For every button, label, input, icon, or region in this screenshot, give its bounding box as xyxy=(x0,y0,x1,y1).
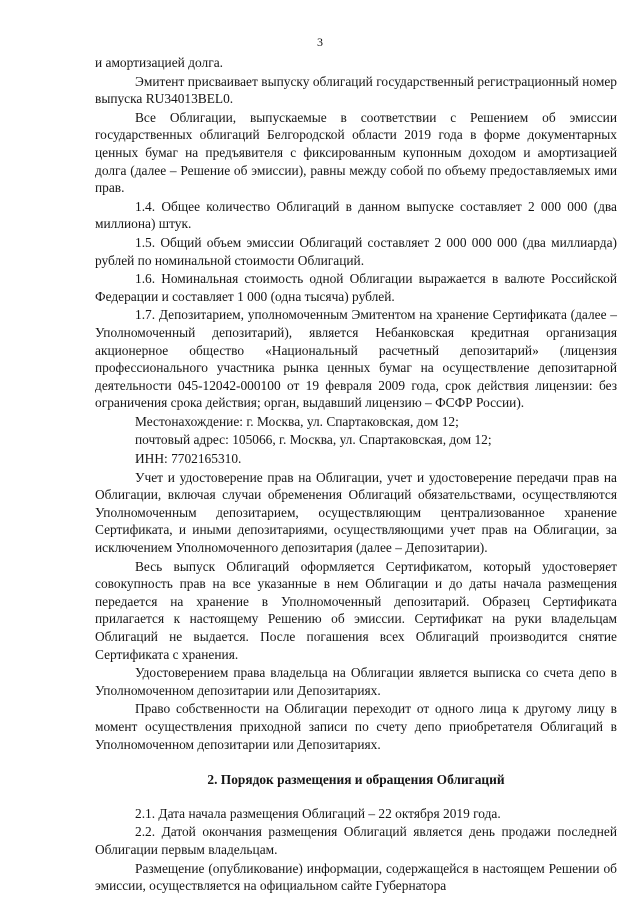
paragraph: Право собственности на Облигации переходит от одного лица к другому лицу в момент осуществления приходной записи по счету депо приобретателя Облигаций в Уполномоченном депозитарии или Депозитариях. xyxy=(95,701,617,752)
paragraph: 1.4. Общее количество Облигаций в данном выпуске составляет 2 000 000 (два миллиона) штук. xyxy=(95,198,617,232)
paragraph: 2.2. Датой окончания размещения Облигаций является день продажи последней Облигации первым владельцам. xyxy=(95,824,617,857)
paragraph: Учет и удостоверение прав на Облигации, учет и удостоверение передачи прав на Облигации, включая случаи обременения Облигаций обязательствами, осуществляются Уполномоченным депозитарием, осуществляющим централизованное хранение Сертификата, и иными депозитариями, осуществляющими учет прав на Облигации, за исключением Уполномоченного депозитария (далее – Депозитарии). xyxy=(95,469,617,556)
paragraph: Размещение (опубликование) информации, содержащейся в настоящем Решении об эмиссии, осуществляется на официальном сайте Губернатора xyxy=(95,860,617,894)
paragraph: почтовый адрес: 105066, г. Москва, ул. Спартаковская, дом 12; xyxy=(135,432,492,448)
paragraph: 1.5. Общий объем эмиссии Облигаций составляет 2 000 000 000 (два миллиарда) рублей по номинальной стоимости Облигаций. xyxy=(95,234,617,268)
paragraph: Удостоверением права владельца на Облигации является выписка со счета депо в Уполномоченном депозитарии или Депозитариях. xyxy=(95,665,617,698)
paragraph-list xyxy=(95,54,617,753)
section-heading: 2. Порядок размещения и обращения Облигаций xyxy=(207,772,505,788)
paragraph: Эмитент присваивает выпуску облигаций государственный регистрационный номер выпуска RU34013BEL0. xyxy=(95,73,617,107)
section-paragraph-list xyxy=(95,805,617,895)
paragraph: 1.7. Депозитарием, уполномоченным Эмитентом на хранение Сертификата (далее – Уполномоченный депозитарий), является Небанковская кредитная организация акционерное общество «Национальный расчетный депозитарий» (лицензия профессионального участника рынка ценных бумаг на осуществление депозитарной деятельности 045-12042-000100 от 19 февраля 2009 года, срок действия лицензии: без ограничения срока действия; орган, выдавший лицензию – ФСФР России). xyxy=(95,307,617,411)
paragraph: 2.1. Дата начала размещения Облигаций – 22 октября 2019 года. xyxy=(135,805,501,821)
paragraph: ИНН: 7702165310. xyxy=(135,451,242,467)
page-number: 3 xyxy=(317,35,323,49)
paragraph: Весь выпуск Облигаций оформляется Сертификатом, который удостоверяет совокупность прав на все указанные в нем Облигации и до даты начала размещения передается на хранение в Уполномоченный депозитарий. Образец Сертификата прилагается к настоящему Решению об эмиссии. Сертификат на руки владельцам Облигаций не выдается. После погашения всех Облигаций производится снятие Сертификата с хранения. xyxy=(95,558,617,662)
paragraph: Местонахождение: г. Москва, ул. Спартаковская, дом 12; xyxy=(135,413,459,429)
document-body xyxy=(95,54,617,896)
paragraph: Все Облигации, выпускаемые в соответствии с Решением об эмиссии государственных облигаций Белгородской области 2019 года в форме документарных ценных бумаг на предъявителя с фиксированным купонным доходом и амортизацией долга (далее – Решение об эмиссии), равны между собой по объему предоставляемых ими прав. xyxy=(95,109,617,196)
paragraph: 1.6. Номинальная стоимость одной Облигации выражается в валюте Российской Федерации и составляет 1 000 (одна тысяча) рублей. xyxy=(95,271,617,304)
paragraph: и амортизацией долга. xyxy=(95,55,223,70)
